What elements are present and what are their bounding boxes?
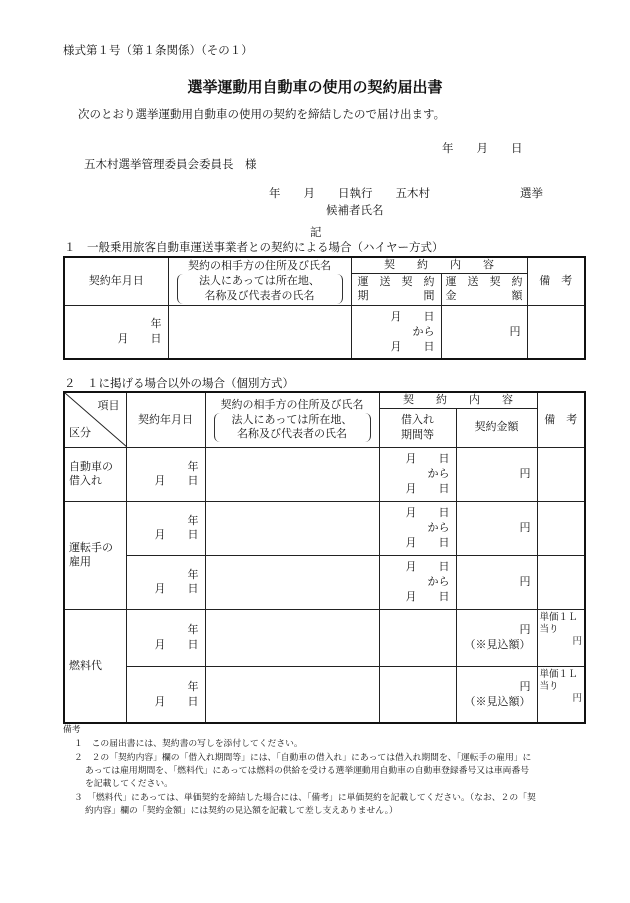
date-year: 年 xyxy=(187,513,199,527)
col-remarks: 備 考 xyxy=(537,392,585,447)
date-cell xyxy=(126,666,205,723)
category-fuel: 燃料代 xyxy=(64,609,126,723)
period-kara: から xyxy=(412,324,435,338)
driver-row-2 xyxy=(64,555,585,609)
hire-data-row xyxy=(64,305,585,359)
remarks-cell xyxy=(537,501,585,555)
date-year: 年 xyxy=(187,459,199,473)
note-3-line-1: ３ 「燃料代」にあっては、単価契約を締結した場合には、「備考」に単価契約を記載してください。（なお、２の「契 xyxy=(74,793,536,803)
driver-row-1 xyxy=(64,501,585,555)
form-id: 様式第１号（第１条関係）（その１） xyxy=(63,43,253,57)
note-1: １ この届出書には、契約書の写しを添付してください。 xyxy=(74,739,303,749)
amount-cell: 円 xyxy=(456,501,537,555)
period-cell xyxy=(379,447,456,501)
amount-cell xyxy=(456,609,537,666)
category-line-1: 自動車の xyxy=(69,459,113,473)
category-driver xyxy=(64,501,126,609)
remarks-cell xyxy=(537,447,585,501)
date-year: 年 xyxy=(187,679,199,693)
unit-price-line-2: 当り xyxy=(539,680,559,692)
col-amount-line-1: 運 送 契 約 xyxy=(445,274,523,288)
election-line: 年 月 日執行 五木村 xyxy=(269,186,430,200)
document-title: 選挙運動用自動車の使用の契約届出書 xyxy=(187,78,443,96)
intro-text: 次のとおり選挙運動用自動車の使用の契約を締結したので届け出ます。 xyxy=(78,107,446,121)
candidate-label: 候補者氏名 xyxy=(326,203,384,217)
party-cell xyxy=(205,447,379,501)
unit-price-cell xyxy=(537,666,585,723)
col-category-label: 区分 xyxy=(69,426,91,439)
party-cell xyxy=(205,609,379,666)
amount-cell: 円 xyxy=(456,447,537,501)
date-year: 年 xyxy=(150,317,162,331)
amount-yen: 円 xyxy=(519,679,531,693)
note-2-line-2: あっては雇用期間を、「燃料代」にあっては燃料の供給を受ける選挙運動用自動車の自動車登録番号又は車両番号 xyxy=(85,766,530,776)
col-transport-amount xyxy=(441,273,527,305)
unit-price-line-3: 円 xyxy=(572,635,582,647)
section1-heading: １ 一般乗用旅客自動車運送事業者との契約による場合（ハイヤー方式） xyxy=(64,240,444,254)
remarks-cell xyxy=(537,555,585,609)
period-to: 月 日 xyxy=(390,339,435,353)
amount-cell: 円 xyxy=(456,555,537,609)
col-contract-date: 契約年月日 xyxy=(64,257,168,305)
period-to: 月 日 xyxy=(405,589,450,603)
period-from: 月 日 xyxy=(405,506,450,520)
col-period-line-1: 借入れ xyxy=(401,413,434,426)
amount-yen: 円 xyxy=(519,623,531,636)
period-kara: から xyxy=(427,520,450,534)
hire-date-cell xyxy=(64,305,168,359)
item-category-header xyxy=(64,392,126,447)
col-contract-content: 契 約 内 容 xyxy=(379,392,537,408)
amount-estimate: （※見込額） xyxy=(464,694,531,708)
period-from: 月 日 xyxy=(390,309,435,323)
note-2-line-1: ２ ２の「契約内容」欄の「借入れ期間等」には、「自動車の借入れ」にあっては借入れ期間を、「運転手の雇用」に xyxy=(74,753,532,763)
category-line-2: 借入れ xyxy=(69,474,102,488)
col-period-line-2: 期間等 xyxy=(401,427,434,441)
date-month-day: 月 日 xyxy=(154,582,199,596)
hire-contract-table xyxy=(63,256,586,360)
col-contract-amount: 契約金額 xyxy=(456,408,537,447)
amount-estimate: （※見込額） xyxy=(464,637,531,651)
unit-price-line-2: 当り xyxy=(539,623,559,635)
date-month-day: 月 日 xyxy=(154,474,199,488)
individual-contract-table xyxy=(63,391,586,724)
date-line: 年 月 日 xyxy=(442,141,523,155)
col-contract-content: 契 約 内 容 xyxy=(351,257,527,273)
col-party-note-1: 法人にあっては所在地、 xyxy=(231,412,353,426)
period-cell xyxy=(379,555,456,609)
party-cell xyxy=(205,666,379,723)
date-month-day: 月 日 xyxy=(117,332,162,346)
date-month-day: 月 日 xyxy=(154,694,199,708)
col-party-note-2: 名称及び代表者の氏名 xyxy=(237,427,347,441)
period-to: 月 日 xyxy=(405,481,450,495)
election-label: 選挙 xyxy=(520,186,543,200)
col-borrow-period xyxy=(379,408,456,447)
notes-heading: 備考 xyxy=(63,725,81,735)
col-transport-period xyxy=(351,273,441,305)
date-cell xyxy=(126,501,205,555)
unit-price-cell xyxy=(537,609,585,666)
period-from: 月 日 xyxy=(405,560,450,574)
period-from: 月 日 xyxy=(405,452,450,466)
col-period-line-2: 期 間 xyxy=(357,289,435,303)
category-line-2: 雇用 xyxy=(69,555,91,569)
col-party-label: 契約の相手方の住所及び氏名 xyxy=(220,397,364,411)
col-party-note-1: 法人にあっては所在地、 xyxy=(199,274,320,287)
unit-price-line-1: 単価１Ｌ xyxy=(539,611,578,623)
col-remarks: 備 考 xyxy=(527,257,585,305)
period-kara: から xyxy=(427,574,450,588)
party-cell xyxy=(205,555,379,609)
amount-cell xyxy=(456,666,537,723)
date-cell xyxy=(126,555,205,609)
hire-period-cell xyxy=(351,305,441,359)
note-2-line-3: を記載してください。 xyxy=(85,779,173,789)
corporate-note-bracket xyxy=(177,274,343,304)
hire-remarks-cell xyxy=(527,305,585,359)
period-cell xyxy=(379,609,456,666)
date-year: 年 xyxy=(187,623,199,636)
unit-price-line-3: 円 xyxy=(572,692,582,704)
date-year: 年 xyxy=(187,567,199,581)
period-cell xyxy=(379,666,456,723)
col-party xyxy=(168,257,351,305)
period-cell xyxy=(379,501,456,555)
section2-heading: ２ １に掲げる場合以外の場合（個別方式） xyxy=(64,376,294,390)
col-contract-date: 契約年月日 xyxy=(126,392,205,447)
period-kara: から xyxy=(427,466,450,480)
date-month-day: 月 日 xyxy=(154,637,199,651)
col-party-label: 契約の相手方の住所及び氏名 xyxy=(188,259,331,273)
date-cell xyxy=(126,447,205,501)
fuel-row-1 xyxy=(64,609,585,666)
fuel-row-2 xyxy=(64,666,585,723)
corporate-note-bracket xyxy=(214,413,371,443)
ki-mark: 記 xyxy=(310,225,322,239)
party-cell xyxy=(205,501,379,555)
note-3-line-2: 約内容」欄の「契約金額」には契約の見込額を記載して差し支えありません。） xyxy=(85,806,398,816)
col-amount-line-2: 金 額 xyxy=(445,289,523,303)
category-car-rental xyxy=(64,447,126,501)
period-to: 月 日 xyxy=(405,535,450,549)
hire-party-cell xyxy=(168,305,351,359)
date-cell xyxy=(126,609,205,666)
category-line-1: 運転手の xyxy=(69,540,113,554)
unit-price-line-1: 単価１Ｌ xyxy=(539,668,578,680)
col-period-line-1: 運 送 契 約 xyxy=(357,274,435,288)
addressee: 五木村選挙管理委員会委員長 様 xyxy=(84,157,257,171)
col-party-note-2: 名称及び代表者の氏名 xyxy=(204,288,315,302)
date-month-day: 月 日 xyxy=(154,528,199,542)
col-item-label: 項目 xyxy=(97,399,120,412)
col-party xyxy=(205,392,379,447)
hire-amount-cell: 円 xyxy=(441,305,527,359)
car-rental-row xyxy=(64,447,585,501)
